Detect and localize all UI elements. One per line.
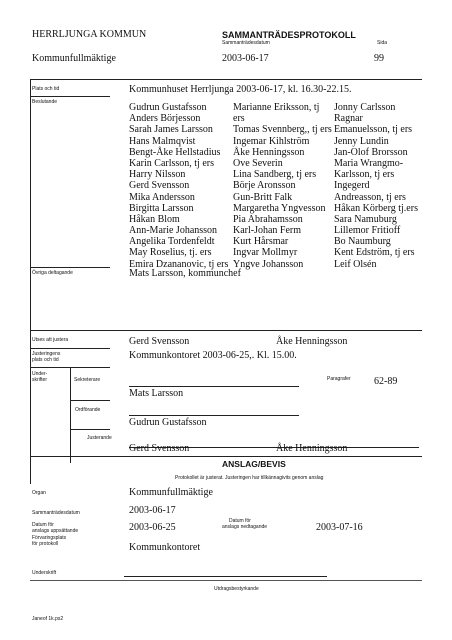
label-signature: Underskrift xyxy=(32,570,57,576)
label-removed-1: Datum för xyxy=(229,518,251,524)
label-notice-date: Sammanträdesdatum xyxy=(32,510,80,516)
label-paragraphs: Paragrafer xyxy=(327,376,351,382)
member-name: Anders Börjesson xyxy=(129,113,201,125)
member-name: Ingvar Mollmyr xyxy=(233,247,298,259)
label-chairman: Ordförande xyxy=(75,407,101,413)
member-name: ers xyxy=(233,113,245,125)
section-rule xyxy=(30,456,422,457)
member-name: Angelika Tordenfeldt xyxy=(129,236,215,248)
organ-value: Kommunfullmäktige xyxy=(129,487,213,498)
member-name: Emanuelsson, tj ers xyxy=(334,124,413,136)
place-time-value: Kommunhuset Herrljunga 2003-06-17, kl. 16.30-22.15. xyxy=(129,84,352,95)
page-label: Sida xyxy=(377,40,388,46)
member-name: Ove Severin xyxy=(233,157,283,169)
member-name: Karin Carlsson, tj ers xyxy=(129,157,214,169)
top-rule xyxy=(30,79,422,80)
member-name: Emira Dzananovic, tj ers xyxy=(129,258,229,270)
member-name: Hans Malmqvist xyxy=(129,135,196,147)
adjuster-name-2: Åke Henningsson xyxy=(276,443,348,454)
member-name: May Roselius, tj. ers xyxy=(129,247,212,259)
member-name: Pia Abrahamsson xyxy=(233,213,303,225)
label-storage-2: för protokoll xyxy=(32,541,59,547)
member-name: Lillemor Fritioff xyxy=(334,225,401,237)
member-name: Lina Sandberg, tj ers xyxy=(233,169,317,181)
member-name: Kent Edström, tj ers xyxy=(334,247,415,259)
organisation-name: HERRLJUNGA KOMMUN xyxy=(32,29,147,40)
notice-signature-line xyxy=(124,576,327,577)
member-name: Marianne Eriksson, tj xyxy=(233,102,320,113)
date-label: Sammanträdesdatum xyxy=(222,40,270,46)
label-checker: Utses att justera xyxy=(32,337,69,343)
secretary-signature-line xyxy=(129,386,299,387)
member-name: Ragnar xyxy=(334,113,363,125)
label-secretary: Sekreterare xyxy=(74,377,101,383)
member-name: Sara Namuburg xyxy=(334,213,397,225)
label-posted-2: anslags uppsättande xyxy=(32,528,79,534)
member-name: Ann-Marie Johansson xyxy=(129,225,218,237)
members-column-2 xyxy=(233,102,332,270)
checker-name-2: Åke Henningsson xyxy=(276,336,348,347)
member-name: Jan-Olof Brorsson xyxy=(334,146,408,158)
check-place-time-value: Kommunkontoret 2003-06-25,. Kl. 15.00. xyxy=(129,350,297,361)
posted-value: 2003-06-25 xyxy=(129,522,176,533)
member-name: Jonny Carlsson xyxy=(334,102,396,113)
member-name: Börje Aronsson xyxy=(233,180,296,192)
label-storage-1: Förvaringsplats xyxy=(32,535,67,541)
divider xyxy=(30,348,110,349)
member-name: Gudrun Gustafsson xyxy=(129,102,207,113)
label-check-place-2: plats och tid xyxy=(32,357,59,363)
member-name: Harry Nilsson xyxy=(129,169,186,181)
label-adjuster: Justerande xyxy=(87,435,112,441)
member-name: Håkan Blom xyxy=(129,213,180,225)
secretary-name: Mats Larsson xyxy=(129,388,184,399)
notice-date-value: 2003-06-17 xyxy=(129,505,176,516)
label-deciding: Beslutande xyxy=(32,99,58,105)
storage-value: Kommunkontoret xyxy=(129,542,201,553)
page-number: 99 xyxy=(374,53,384,64)
member-name: Jenny Lundin xyxy=(334,135,389,147)
chairman-signature-line xyxy=(129,415,299,416)
checker-name-1: Gerd Svensson xyxy=(129,336,190,347)
label-place-time: Plats och tid xyxy=(32,86,60,92)
others-value: Mats Larsson, kommunchef xyxy=(129,268,241,279)
member-name: Andreasson, tj ers xyxy=(334,191,406,203)
signature-inner-border xyxy=(70,367,71,463)
label-removed-2: anslags nedtagande xyxy=(222,524,268,530)
label-check-place-1: Justeringens xyxy=(32,351,61,357)
label-signatures-1: Under- xyxy=(32,371,48,377)
member-name: Leif Olsén xyxy=(334,258,377,270)
members-column-1 xyxy=(129,102,228,270)
notice-title: ANSLAG/BEVIS xyxy=(222,459,286,469)
divider xyxy=(70,429,110,430)
section-rule xyxy=(30,580,422,581)
footer-code: Janeof 1k.ps2 xyxy=(32,616,64,622)
label-posted-1: Datum för xyxy=(32,522,54,528)
member-name: Bo Naumburg xyxy=(334,236,391,248)
member-name: Ingegerd xyxy=(334,180,370,192)
member-name: Mika Andersson xyxy=(129,191,195,203)
member-name: Åke Henningsson xyxy=(233,146,305,158)
member-name: Karlsson, tj ers xyxy=(334,169,395,181)
member-name: Birgitta Larsson xyxy=(129,202,194,214)
member-name: Håkan Körberg tj.ers xyxy=(334,202,418,214)
member-name: Kurt Hårsmar xyxy=(233,236,289,248)
label-column-border xyxy=(30,79,31,484)
member-name: Sarah James Larsson xyxy=(129,124,213,136)
adjuster-name-1: Gerd Svensson xyxy=(129,443,190,454)
member-name: Gun-Britt Falk xyxy=(233,191,293,203)
removed-value: 2003-07-16 xyxy=(316,522,363,533)
chairman-name: Gudrun Gustafsson xyxy=(129,417,207,428)
notice-text: Protokollet är justerat. Justeringen har tillkännagivits genom anslag xyxy=(175,475,324,481)
body-name: Kommunfullmäktige xyxy=(32,53,116,64)
section-rule xyxy=(30,330,422,331)
member-name: Margaretha Yngvesson xyxy=(233,202,326,214)
document-title: SAMMANTRÄDESPROTOKOLL xyxy=(222,30,356,40)
label-issuer: Utdragsbestyrkande xyxy=(214,586,259,592)
label-signatures-2: skrifter xyxy=(32,377,47,383)
member-name: Bengt-Åke Hellstadius xyxy=(129,146,221,158)
divider xyxy=(30,267,110,268)
divider xyxy=(30,96,110,97)
paragraphs-value: 62-89 xyxy=(374,376,398,387)
member-name: Karl-Johan Ferm xyxy=(233,225,302,237)
member-name: Maria Wrangmo- xyxy=(334,157,404,169)
label-others: Övriga deltagande xyxy=(32,270,73,276)
divider xyxy=(70,400,110,401)
member-name: Ingemar Kihlström xyxy=(233,135,310,147)
member-name: Tomas Svennberg,, tj ers xyxy=(233,124,332,136)
members-column-3 xyxy=(334,102,418,270)
meeting-date: 2003-06-17 xyxy=(222,53,269,64)
member-name: Yngve Johansson xyxy=(233,258,304,270)
member-name: Gerd Svensson xyxy=(129,180,190,192)
label-organ: Organ xyxy=(32,490,46,496)
